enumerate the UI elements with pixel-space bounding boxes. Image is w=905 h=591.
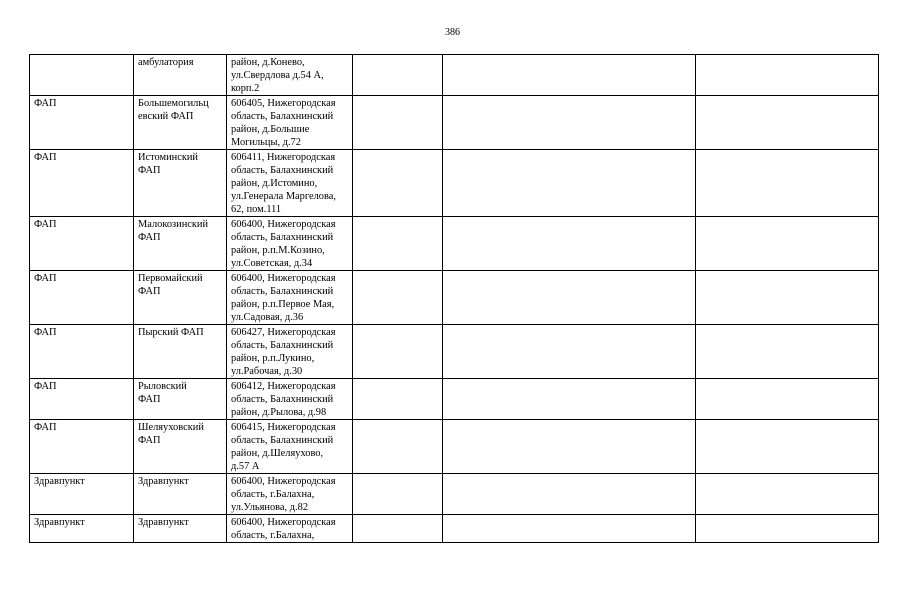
empty-cell — [696, 55, 879, 96]
empty-cell — [696, 217, 879, 271]
table-row — [30, 217, 879, 271]
facility-name-cell: Пырский ФАП — [134, 325, 227, 379]
empty-cell — [696, 96, 879, 150]
facility-type-cell: ФАП — [30, 271, 134, 325]
empty-cell — [443, 271, 696, 325]
facility-name-cell: Большемогильц евский ФАП — [134, 96, 227, 150]
facility-address-cell: район, д.Конево, ул.Свердлова д.54 А, корп.2 — [227, 55, 353, 96]
empty-cell — [443, 55, 696, 96]
facility-name-cell: амбулатория — [134, 55, 227, 96]
empty-cell — [353, 379, 443, 420]
empty-cell — [353, 271, 443, 325]
empty-cell — [353, 55, 443, 96]
empty-cell — [443, 96, 696, 150]
facility-name-cell: Первомайский ФАП — [134, 271, 227, 325]
empty-cell — [696, 379, 879, 420]
empty-cell — [353, 420, 443, 474]
empty-cell — [353, 325, 443, 379]
table-row — [30, 515, 879, 543]
empty-cell — [443, 420, 696, 474]
table-row — [30, 271, 879, 325]
facility-address-cell: 606400, Нижегородская область, г.Балахна, ул.Ульянова, д.82 — [227, 474, 353, 515]
empty-cell — [443, 217, 696, 271]
facility-type-cell: ФАП — [30, 325, 134, 379]
table-row — [30, 379, 879, 420]
empty-cell — [696, 420, 879, 474]
facility-address-cell: 606400, Нижегородская область, Балахнинский район, р.п.М.Козино, ул.Советская, д.34 — [227, 217, 353, 271]
facility-type-cell: ФАП — [30, 217, 134, 271]
empty-cell — [443, 515, 696, 543]
table-row — [30, 325, 879, 379]
table-row — [30, 420, 879, 474]
empty-cell — [443, 379, 696, 420]
facility-name-cell: Истоминский ФАП — [134, 150, 227, 217]
empty-cell — [443, 150, 696, 217]
empty-cell — [353, 96, 443, 150]
empty-cell — [443, 325, 696, 379]
facilities-table — [29, 54, 879, 543]
empty-cell — [696, 150, 879, 217]
table-row — [30, 55, 879, 96]
facility-name-cell: Малокозинский ФАП — [134, 217, 227, 271]
facility-type-cell: ФАП — [30, 379, 134, 420]
facility-address-cell: 606415, Нижегородская область, Балахнинский район, д.Шеляухово, д.57 А — [227, 420, 353, 474]
facility-address-cell: 606400, Нижегородская область, г.Балахна, — [227, 515, 353, 543]
facility-name-cell: Здравпункт — [134, 515, 227, 543]
facility-address-cell: 606427, Нижегородская область, Балахнинский район, р.п.Лукино, ул.Рабочая, д.30 — [227, 325, 353, 379]
facility-name-cell: Рыловский ФАП — [134, 379, 227, 420]
facility-type-cell: Здравпункт — [30, 515, 134, 543]
table-row — [30, 474, 879, 515]
page-number: 386 — [445, 27, 460, 38]
facility-type-cell: Здравпункт — [30, 474, 134, 515]
empty-cell — [353, 217, 443, 271]
facility-type-cell: ФАП — [30, 420, 134, 474]
facility-type-cell: ФАП — [30, 96, 134, 150]
facility-address-cell: 606400, Нижегородская область, Балахнинский район, р.п.Первое Мая, ул.Садовая, д.36 — [227, 271, 353, 325]
table-row — [30, 150, 879, 217]
empty-cell — [353, 474, 443, 515]
empty-cell — [696, 271, 879, 325]
facility-name-cell: Здравпункт — [134, 474, 227, 515]
facility-type-cell: ФАП — [30, 150, 134, 217]
facility-address-cell: 606405, Нижегородская область, Балахнинский район, д.Большие Могильцы, д.72 — [227, 96, 353, 150]
table-row — [30, 96, 879, 150]
empty-cell — [353, 515, 443, 543]
facility-address-cell: 606411, Нижегородская область, Балахнинский район, д.Истомино, ул.Генерала Маргелова, 62, пом.111 — [227, 150, 353, 217]
empty-cell — [443, 474, 696, 515]
empty-cell — [696, 515, 879, 543]
empty-cell — [696, 474, 879, 515]
empty-cell — [696, 325, 879, 379]
facility-address-cell: 606412, Нижегородская область, Балахнинский район, д.Рылова, д.98 — [227, 379, 353, 420]
facility-name-cell: Шеляуховский ФАП — [134, 420, 227, 474]
facility-type-cell — [30, 55, 134, 96]
empty-cell — [353, 150, 443, 217]
